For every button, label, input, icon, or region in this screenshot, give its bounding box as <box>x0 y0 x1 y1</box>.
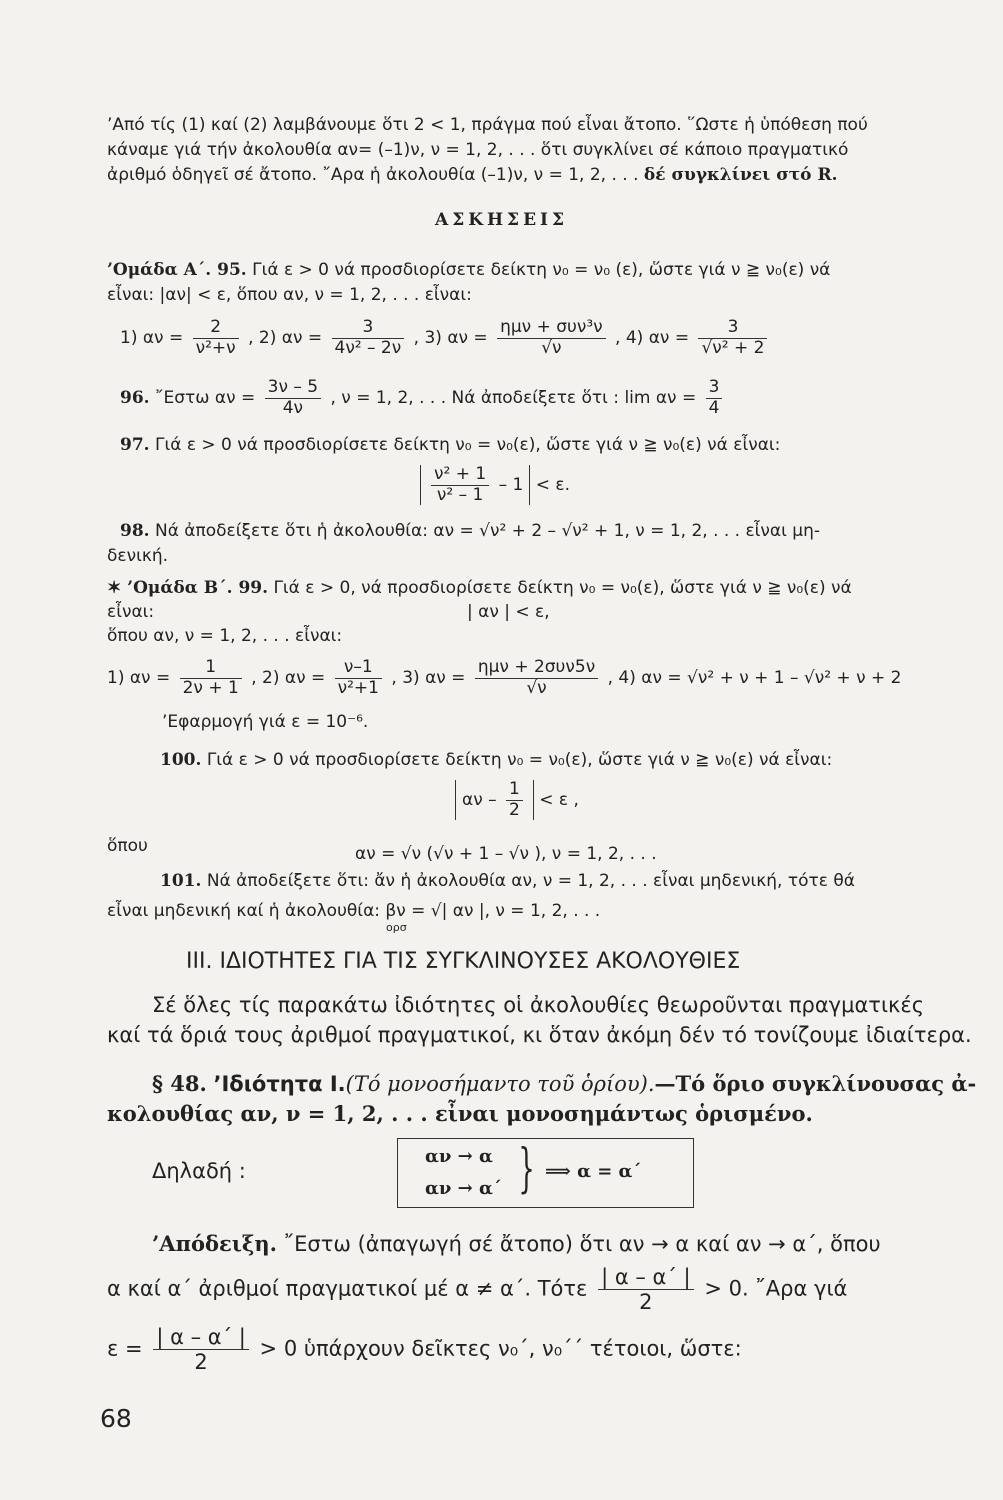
proof-frac-2: $\frac{| \alpha - \alpha΄ |}{2}$ <box>153 1325 249 1374</box>
ex96-label: 96. <box>120 388 150 409</box>
ex98-text: Νά ἀποδείξετε ὅτι ἡ ἀκολουθία: αν = √ν² + 2 – √ν² + 1, ν = 1, 2, . . . εἶναι μη- <box>154 521 821 541</box>
ex99-item1-frac: $\frac{1}{2\nu + 1}$ <box>180 658 242 698</box>
ex95-item2-frac: $\frac{3}{\text{4ν² – 2ν}}$ <box>332 318 405 358</box>
ex95-item1-frac: $\frac{2}{\text{ν²+ν}}$ <box>193 318 239 358</box>
property-para: § 48. <box>152 1071 207 1096</box>
ex99-application: ’Εφαρμογή γιά ε = 10⁻⁶. <box>162 712 369 732</box>
ex98-label: 98. <box>120 521 150 541</box>
property-statement-1: —Τό ὅριο συγκλίνουσας ἀ- <box>654 1071 977 1096</box>
ex100-abs-left: αν – <box>462 790 497 811</box>
ex95-item2-label: , 2) αν = <box>248 328 323 349</box>
ex100-text: Γιά ε > 0 νά προσδιορίσετε δείκτη ν₀ = ν₀(ε), ὥστε γιά ν ≧ ν₀(ε) νά εἶναι: <box>206 750 833 770</box>
ex97-formula <box>420 465 570 505</box>
ex99-item2-label: , 2) αν = <box>251 668 326 689</box>
ex95-items <box>120 318 771 358</box>
ex100-frac: $\frac{1}{2}$ <box>506 780 523 820</box>
ex99-item4: , 4) αν = √ν² + ν + 1 – √ν² + ν + 2 <box>607 668 902 689</box>
ex99-items <box>107 658 901 698</box>
ex99-item1-label: 1) αν = <box>107 668 171 689</box>
ex100-def: αν = √ν (√ν + 1 – √ν ), ν = 1, 2, . . . <box>355 844 657 864</box>
ex101-text: Νά ἀποδείξετε ὅτι: ἄν ἡ ἀκολουθία αν, ν = 1, 2, . . . εἶναι μηδενική, τότε θά <box>206 871 855 891</box>
proof-text-3a: ε = <box>107 1336 143 1361</box>
intro-line-3b: δέ συγκλίνει στό R. <box>643 165 838 185</box>
ex101-def-mark: ορσ <box>386 921 407 934</box>
ex99-line-2b: | αν | < ε, <box>467 602 550 622</box>
property-italic: (Τό μονοσήμαντο τοῦ ὁρίου). <box>345 1072 655 1096</box>
proof-label: ’Απόδειξη. <box>152 1231 277 1256</box>
property-line-1 <box>152 1073 976 1095</box>
ex99-text: Γιά ε > 0, νά προσδιορίσετε δείκτη ν₀ = ν₀(ε), ὥστε γιά ν ≧ ν₀(ε) νά <box>273 578 852 598</box>
ex99-item3-frac: $\frac{\text{ημν + 2συν5ν}}{√\nu}$ <box>475 658 598 698</box>
ex98-line-2: δενική. <box>107 546 169 566</box>
ex95-item1-label: 1) αν = <box>120 328 184 349</box>
ex97-text: Γιά ε > 0 νά προσδιορίσετε δείκτη ν₀ = ν₀(ε), ὥστε γιά ν ≧ ν₀(ε) νά εἶναι: <box>154 435 781 455</box>
ex97-tail: < ε. <box>535 475 570 496</box>
exercises-title: ΑΣΚΗΣΕΙΣ <box>435 210 568 230</box>
ex100-abs-tail: < ε , <box>539 790 579 811</box>
property-line-2 <box>107 1103 813 1125</box>
ex100-line <box>160 752 832 769</box>
namely-label: Δηλαδή : <box>152 1159 246 1183</box>
ex95-item3-frac: $\frac{\text{ημν + συν³ν}}{√\nu}$ <box>497 318 606 358</box>
proof-text-1: ῎Εστω (ἀπαγωγή σέ ἄτοπο) ὅτι αν → α καί αν → α΄, ὅπου <box>283 1232 881 1256</box>
ex95-text: Γιά ε > 0 νά προσδιορίσετε δείκτη ν₀ = ν₀ (ε), ὥστε γιά ν ≧ ν₀(ε) νά <box>252 260 831 280</box>
group-a-label: ’Ομάδα Α΄. 95. <box>107 260 247 280</box>
ex97-frac: $\frac{\text{ν² + 1}}{\text{ν² – 1}}$ <box>431 465 489 505</box>
ex101-line-2: εἶναι μηδενική καί ἡ ἀκολουθία: βν = √| αν |, ν = 1, 2, . . . <box>107 901 601 921</box>
ex100-where: ὅπου <box>107 836 148 856</box>
proof-text-2b: > 0. ῎Αρα γιά <box>704 1276 848 1301</box>
namely-implies: ⟹ α = α΄ <box>545 1161 642 1182</box>
ex96 <box>120 378 726 418</box>
ex100-label: 100. <box>160 750 202 770</box>
ex100-formula <box>455 780 579 820</box>
ex98-line-1 <box>120 523 820 540</box>
ex101-label: 101. <box>160 871 202 891</box>
ex95-item4-label: , 4) αν = <box>615 328 690 349</box>
proof-text-2a: α καί α΄ ἀριθμοί πραγματικοί μέ α ≠ α΄. Τότε <box>107 1276 588 1301</box>
page-number: 68 <box>100 1404 132 1433</box>
section-intro-1: Σέ ὅλες τίς παρακάτω ἰδιότητες οἱ ἀκολουθίες θεωροῦνται πραγματικές <box>152 993 925 1017</box>
ex95-line-2: εἶναι: |αν| < ε, ὅπου αν, ν = 1, 2, . . . εἶναι: <box>107 285 472 305</box>
ex96-lim-frac: $\frac{3}{4}$ <box>706 378 723 418</box>
ex97-abs <box>420 465 530 505</box>
ex96-frac: $\frac{3\nu - 5}{4\nu}$ <box>265 378 321 418</box>
ex96-text-a: ῎Εστω αν = <box>154 388 256 409</box>
intro-line-1: ’Από τίς (1) καί (2) λαμβάνουμε ὅτι 2 < 1, πράγμα πού εἶναι ἄτοπο. ῞Ωστε ἡ ὑπόθεση πού <box>107 115 868 135</box>
ex99-item2-frac: $\frac{\nu-1}{\text{ν²+1}}$ <box>335 658 382 698</box>
property-name: ’Ιδιότητα Ι. <box>213 1072 346 1096</box>
group-b-label: ✶ ’Ομάδα Β΄. 99. <box>107 578 269 598</box>
ex99-line-3: ὅπου αν, ν = 1, 2, . . . εἶναι: <box>107 626 343 646</box>
ex97-minus: – 1 <box>498 475 524 496</box>
ex95-item3-label: , 3) αν = <box>413 328 488 349</box>
property-statement-2: κολουθίας αν, ν = 1, 2, . . . εἶναι μονοσημάντως ὁρισμένο. <box>107 1101 813 1126</box>
ex97-label: 97. <box>120 435 150 455</box>
proof-frac-1: $\frac{| \alpha - \alpha΄ |}{2}$ <box>598 1265 694 1314</box>
ex100-abs <box>455 780 534 820</box>
ex96-text-b: , ν = 1, 2, . . . Νά ἀποδείξετε ὅτι : lim αν = <box>330 388 697 409</box>
ex97-line <box>120 437 780 454</box>
namely-line-1: αν → α <box>425 1146 493 1167</box>
ex99-line-2a: εἶναι: <box>107 602 155 622</box>
namely-line-2: αν → α΄ <box>425 1178 502 1199</box>
ex101-line-1 <box>160 873 855 890</box>
proof-text-3b: > 0 ὑπάρχουν δεῖκτες ν₀΄, ν₀΄΄ τέτοιοι, ὥστε: <box>259 1336 742 1361</box>
ex99-line-1 <box>107 580 852 597</box>
namely-brace: } <box>518 1139 535 1199</box>
proof-line-3 <box>107 1325 742 1374</box>
section-title: ΙΙΙ. ΙΔΙΟΤΗΤΕΣ ΓΙΑ ΤΙΣ ΣΥΓΚΛΙΝΟΥΣΕΣ ΑΚΟΛΟΥΘΙΕΣ <box>186 949 741 974</box>
ex95-item4-frac: $\frac{3}{\text{√ν² + 2}}$ <box>698 318 767 358</box>
section-intro-2: καί τά ὅριά τους ἀριθμοί πραγματικοί, κι ὅταν ἀκόμη δέν τό τονίζουμε ἰδιαίτερα. <box>107 1023 972 1047</box>
proof-line-1 <box>152 1233 881 1255</box>
intro-line-3a: ἀριθμό ὁδηγεῖ σέ ἄτοπο. ῎Αρα ἡ ἀκολουθία (–1)ν, ν = 1, 2, . . . <box>107 165 639 185</box>
ex95-line-1 <box>107 262 830 279</box>
proof-line-2 <box>107 1265 847 1314</box>
ex99-item3-label: , 3) αν = <box>391 668 466 689</box>
intro-line-3 <box>107 167 838 184</box>
intro-line-2: κάναμε γιά τήν ἀκολουθία αν= (–1)ν, ν = 1, 2, . . . ὅτι συγκλίνει σέ κάποιο πραγματικό <box>107 140 849 160</box>
